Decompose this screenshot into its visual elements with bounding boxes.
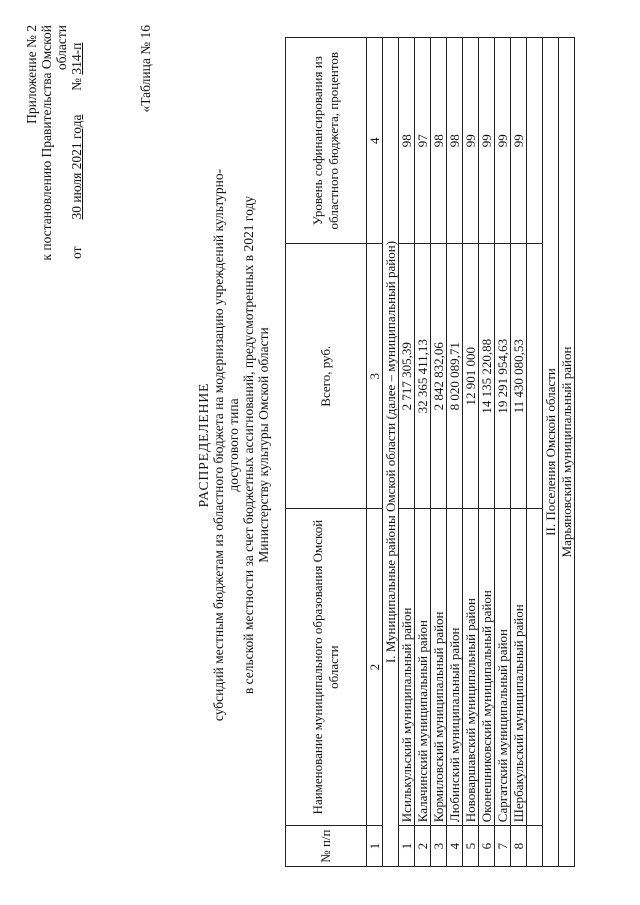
appendix-block <box>24 25 84 265</box>
row-no: 1 <box>399 826 415 867</box>
blank-cell <box>527 826 543 867</box>
blank-cell <box>527 244 543 509</box>
row-name: Нововаршавский муниципальный район <box>463 509 479 826</box>
col-number-1: 1 <box>367 826 383 867</box>
table-header-row <box>286 38 367 867</box>
col-number-4: 4 <box>367 38 383 244</box>
table-number: «Таблица № 16 <box>138 25 153 113</box>
col-number-2: 2 <box>367 509 383 826</box>
row-level: 98 <box>431 38 447 244</box>
date-value: 30 июля 2021 года <box>69 114 84 220</box>
row-no: 3 <box>431 826 447 867</box>
table-row <box>511 38 527 867</box>
table-row <box>399 38 415 867</box>
table-row <box>447 38 463 867</box>
row-total: 32 365 411,13 <box>415 244 431 509</box>
header-level: Уровень софинансирования из областного бюджета, процентов <box>286 38 367 244</box>
appendix-line1: Приложение № 2 <box>24 25 39 124</box>
row-total: 8 020 089,71 <box>447 244 463 509</box>
row-level: 99 <box>479 38 495 244</box>
blank-cell <box>527 509 543 826</box>
row-level: 99 <box>463 38 479 244</box>
section1-title: I. Муниципальные районы Омской области (далее – муниципальный район) <box>383 38 399 867</box>
row-no: 2 <box>415 826 431 867</box>
row-no: 8 <box>511 826 527 867</box>
section2-title: II. Поселения Омской области <box>543 38 559 867</box>
title-line2: в сельской местности за счет бюджетных ассигнований, предусмотренных в 2021 году <box>241 195 256 695</box>
section-row <box>383 38 399 867</box>
row-name: Исилькульский муниципальный район <box>399 509 415 826</box>
row-total: 14 135 220,88 <box>479 244 495 509</box>
row-total: 19 291 954,63 <box>495 244 511 509</box>
table-row <box>431 38 447 867</box>
row-total: 12 901 000 <box>463 244 479 509</box>
date-prefix: от <box>69 246 84 259</box>
table-row <box>495 38 511 867</box>
number-value: 314-п <box>69 42 84 75</box>
col-number-3: 3 <box>367 244 383 509</box>
row-name: Шербакульский муниципальный район <box>511 509 527 826</box>
subsection-title: Марьяновский муниципальный район <box>559 38 575 867</box>
header-total: Всего, руб. <box>286 244 367 509</box>
section-row <box>543 38 559 867</box>
row-name: Любинский муниципальный район <box>447 509 463 826</box>
row-level: 98 <box>399 38 415 244</box>
title-heading: РАСПРЕДЕЛЕНИЕ <box>196 382 211 508</box>
blank-row <box>527 38 543 867</box>
blank-cell <box>527 38 543 244</box>
document-title <box>196 165 271 725</box>
row-level: 99 <box>495 38 511 244</box>
row-total: 11 430 080,53 <box>511 244 527 509</box>
title-line3: Министерству культуры Омской области <box>256 327 271 563</box>
title-line1: субсидий местным бюджетам из областного бюджета на модернизацию учреждений культурно-досугового типа <box>211 168 241 722</box>
row-level: 97 <box>415 38 431 244</box>
row-total: 2 842 832,06 <box>431 244 447 509</box>
row-no: 5 <box>463 826 479 867</box>
table-row <box>479 38 495 867</box>
number-prefix: № <box>69 78 84 91</box>
row-name: Калачинский муниципальный район <box>415 509 431 826</box>
header-name: Наименование муниципального образования Омской области <box>286 509 367 826</box>
row-level: 98 <box>447 38 463 244</box>
row-total: 2 717 305,39 <box>399 244 415 509</box>
column-number-row <box>367 38 383 867</box>
row-no: 7 <box>495 826 511 867</box>
table-row <box>463 38 479 867</box>
row-no: 6 <box>479 826 495 867</box>
row-no: 4 <box>447 826 463 867</box>
appendix-date-line <box>69 25 84 265</box>
subsection-row <box>559 38 575 867</box>
table-row <box>415 38 431 867</box>
row-level: 99 <box>511 38 527 244</box>
row-name: Саргатский муниципальный район <box>495 509 511 826</box>
appendix-line2: к постановлению Правительства Омской области <box>39 25 69 261</box>
header-no: № п/п <box>286 826 367 867</box>
distribution-table <box>285 37 575 867</box>
row-name: Кормиловский муниципальный район <box>431 509 447 826</box>
row-name: Оконешниковский муниципальный район <box>479 509 495 826</box>
